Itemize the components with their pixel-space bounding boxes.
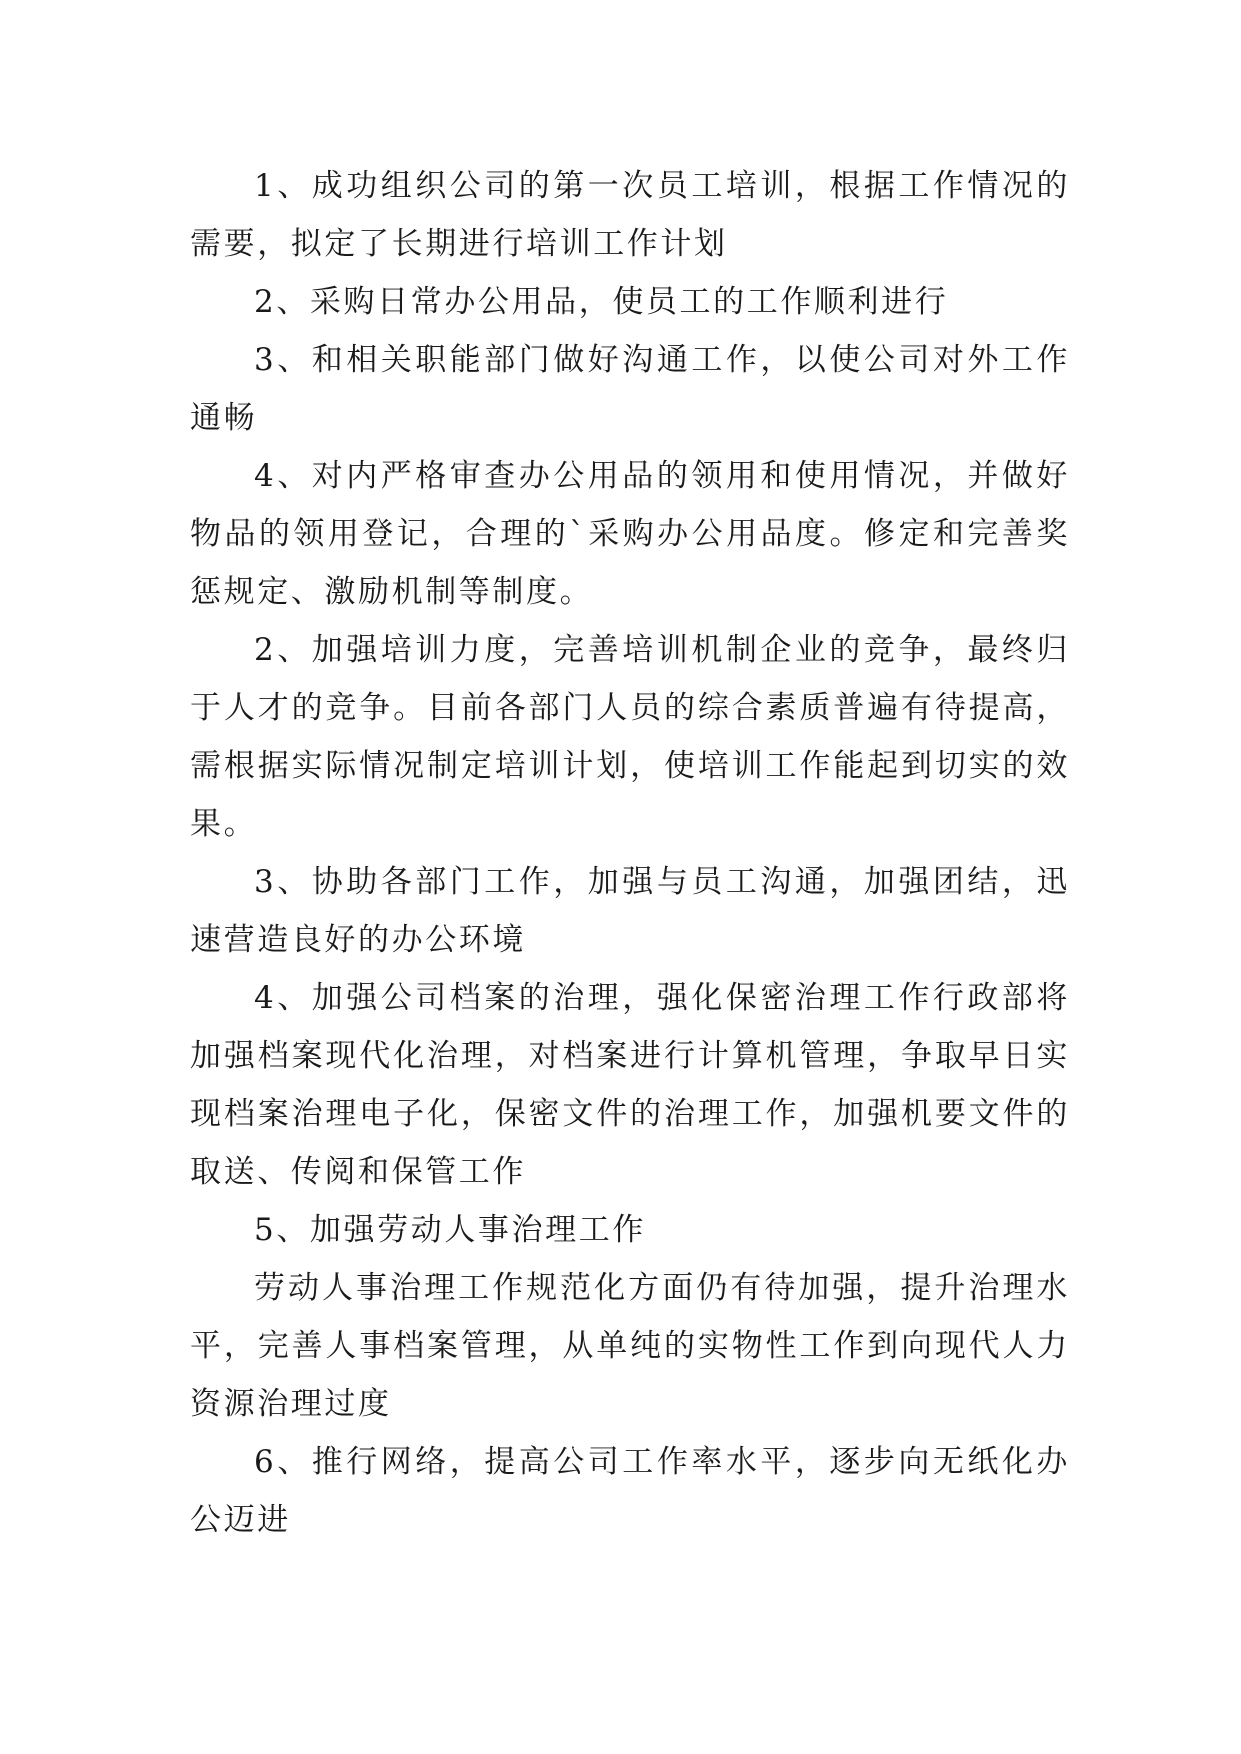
document-body: [190, 157, 1070, 1549]
paragraph-10: 6、推行网络，提高公司工作率水平，逐步向无纸化办公迈进: [190, 1444, 1070, 1538]
paragraph-7: 4、加强公司档案的治理，强化保密治理工作行政部将加强档案现代化治理，对档案进行计算机管理，争取早日实现档案治理电子化，保密文件的治理工作，加强机要文件的取送、传阅和保管工作: [190, 980, 1070, 1190]
paragraph-8: 5、加强劳动人事治理工作: [254, 1212, 646, 1248]
paragraph-4: 4、对内严格审查办公用品的领用和使用情况，并做好物品的领用登记，合理的`采购办公用品度。修定和完善奖惩规定、激励机制等制度。: [190, 458, 1070, 610]
paragraph-2: 2、采购日常办公用品，使员工的工作顺利进行: [254, 284, 949, 320]
paragraph-9: 劳动人事治理工作规范化方面仍有待加强，提升治理水平，完善人事档案管理，从单纯的实物性工作到向现代人力资源治理过度: [190, 1270, 1070, 1422]
paragraph-6: 3、协助各部门工作，加强与员工沟通，加强团结，迅速营造良好的办公环境: [190, 864, 1070, 958]
paragraph-1: 1、成功组织公司的第一次员工培训，根据工作情况的需要，拟定了长期进行培训工作计划: [190, 168, 1070, 262]
paragraph-3: 3、和相关职能部门做好沟通工作，以使公司对外工作通畅: [190, 342, 1070, 436]
paragraph-5: 2、加强培训力度，完善培训机制企业的竞争，最终归于人才的竞争。目前各部门人员的综合素质普遍有待提高，需根据实际情况制定培训计划，使培训工作能起到切实的效果。: [190, 632, 1070, 842]
